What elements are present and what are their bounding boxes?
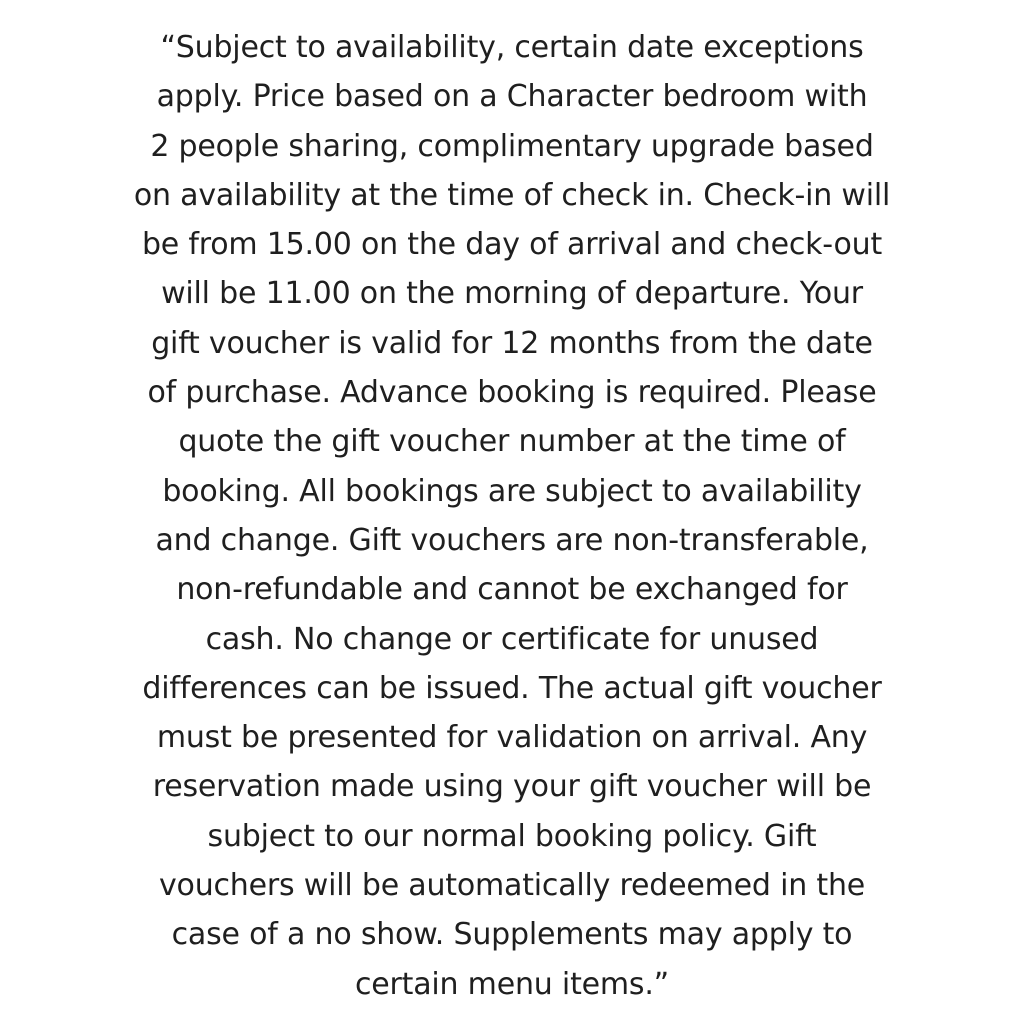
terms-line: of purchase. Advance booking is required. Please	[147, 375, 877, 411]
terms-line: case of a no show. Supplements may apply to	[171, 917, 853, 953]
terms-line: must be presented for validation on arrival. Any	[156, 720, 868, 756]
terms-line: differences can be issued. The actual gift voucher	[142, 670, 882, 706]
terms-line: will be 11.00 on the morning of departure. Your	[161, 276, 863, 312]
terms-line: booking. All bookings are subject to availability	[162, 473, 862, 509]
terms-line: quote the gift voucher number at the time of	[178, 424, 846, 460]
terms-line: 2 people sharing, complimentary upgrade based	[150, 128, 874, 164]
terms-line: gift voucher is valid for 12 months from the date	[151, 325, 873, 361]
terms-line: reservation made using your gift voucher will be	[152, 769, 872, 805]
terms-line: vouchers will be automatically redeemed in the	[158, 868, 866, 904]
terms-and-conditions-text	[0, 23, 1024, 1009]
terms-line: on availability at the time of check in. Check-in will	[133, 177, 891, 213]
terms-line: cash. No change or certificate for unused	[205, 621, 819, 657]
terms-line: be from 15.00 on the day of arrival and check-out	[141, 227, 883, 263]
terms-line: apply. Price based on a Character bedroom with	[156, 79, 868, 115]
terms-line: non-refundable and cannot be exchanged for	[176, 572, 848, 608]
terms-line: certain menu items.”	[354, 966, 670, 1002]
terms-line: subject to our normal booking policy. Gift	[207, 818, 817, 854]
terms-line: and change. Gift vouchers are non-transferable,	[155, 522, 869, 558]
terms-line: “Subject to availability, certain date exceptions	[160, 30, 864, 65]
